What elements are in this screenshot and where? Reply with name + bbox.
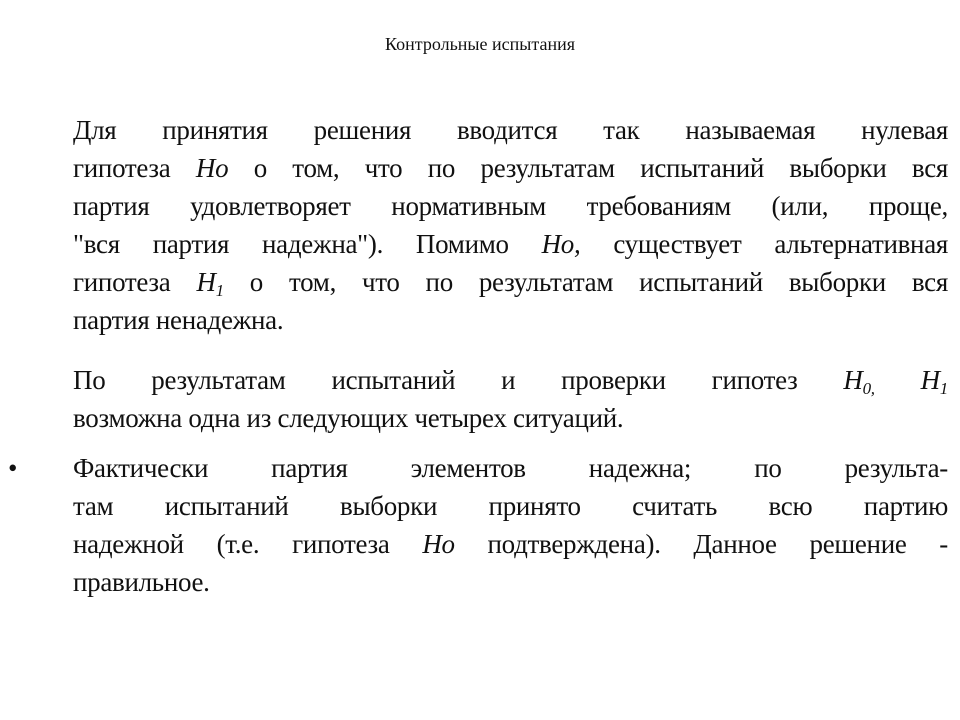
text-segment: партия ненадежна. — [73, 305, 284, 335]
text-line — [73, 361, 948, 399]
text-line — [73, 225, 948, 263]
text-segment: Для принятия решения вводится так называемая нулевая — [73, 115, 948, 145]
hypothesis-symbol: Ho — [195, 153, 229, 183]
text-line — [73, 449, 948, 487]
text-segment: Фактически партия элементов надежна; по результа- — [73, 453, 948, 483]
text-segment: надежной (т.е. гипотеза — [73, 529, 423, 559]
text-line — [73, 187, 948, 225]
null-hypothesis-paragraph — [73, 111, 948, 339]
bullet-paragraph-1 — [73, 449, 948, 601]
text-segment: гипотеза — [73, 267, 197, 297]
text-segment: По результатам испытаний и проверки гипотез — [73, 365, 844, 395]
text-segment: правильное. — [73, 567, 210, 597]
text-segment: там испытаний выборки принято считать всю партию — [73, 491, 948, 521]
text-line — [73, 399, 948, 437]
text-segment: гипотеза — [73, 153, 196, 183]
hypothesis-symbol: 1 — [939, 379, 948, 398]
slide-title: Контрольные испытания — [385, 34, 575, 54]
text-line — [73, 487, 948, 525]
hypothesis-symbol: H — [843, 365, 863, 395]
hypothesis-symbol: 1 — [215, 281, 224, 300]
text-line — [73, 149, 948, 187]
text-segment: возможна одна из следующих четырех ситуаций. — [73, 403, 624, 433]
hypothesis-symbol: H — [196, 267, 216, 297]
text-line — [73, 263, 948, 301]
situations-paragraph — [73, 361, 948, 437]
bullet-marker: • — [8, 453, 18, 483]
hypothesis-symbol: Ho, — [541, 229, 581, 259]
hypothesis-symbol: Ho — [422, 529, 455, 559]
text-line — [73, 111, 948, 149]
text-segment: "вся партия надежна"). Помимо — [73, 229, 542, 259]
text-segment: о том, что по результатам испытаний выборки вся — [228, 153, 948, 183]
text-line — [73, 525, 948, 563]
text-segment — [875, 365, 921, 395]
text-line — [73, 563, 948, 601]
text-line — [73, 301, 948, 339]
hypothesis-symbol: H — [920, 365, 940, 395]
hypothesis-symbol: 0, — [862, 379, 875, 398]
text-segment: подтверждена). Данное решение - — [454, 529, 948, 559]
text-segment: партия удовлетворяет нормативным требованиям (или, проще, — [73, 191, 948, 221]
text-segment: существует альтернативная — [580, 229, 948, 259]
text-segment: о том, что по результатам испытаний выборки вся — [223, 267, 948, 297]
